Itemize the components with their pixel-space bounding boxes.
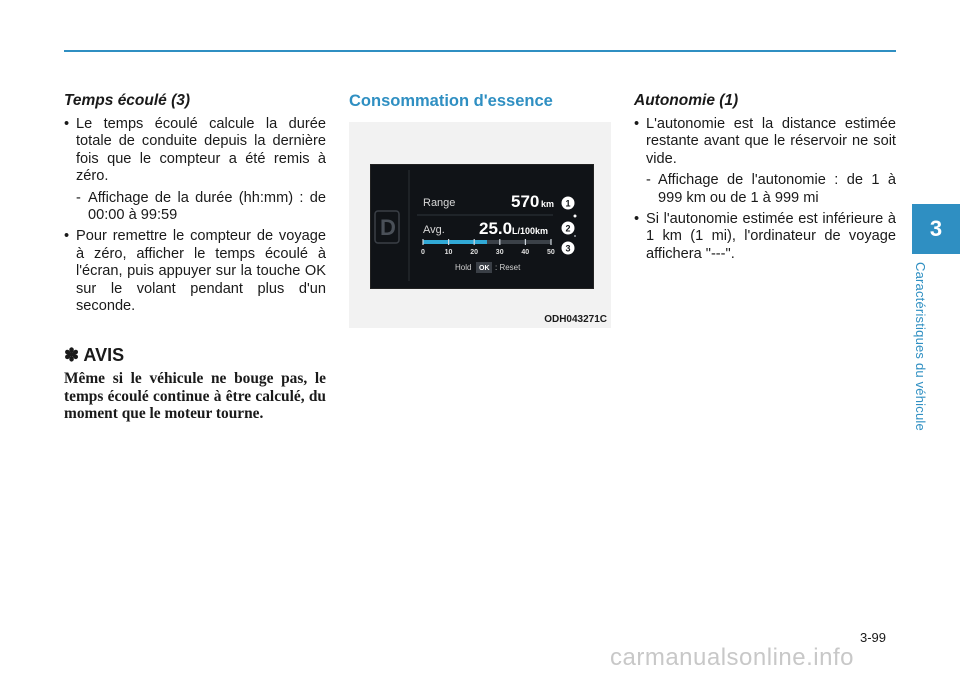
scale-label: 10 xyxy=(444,249,453,256)
dash-item: - Affichage de l'autonomie : de 1 à 999 km ou de 1 à 999 mi xyxy=(646,172,896,206)
bullet-item: • Si l'autonomie estimée est inférieure à 1 km (1 mi), l'ordinateur de voyage affichera "---". xyxy=(634,211,896,262)
reset-label: : Reset xyxy=(495,263,521,272)
scale-label: 0 xyxy=(421,249,425,256)
scale-tick xyxy=(474,239,475,245)
scale-tick xyxy=(448,239,449,245)
dash-text: Affichage de la durée (hh:mm) : de 00:00 à 99:59 xyxy=(88,189,326,224)
top-rule xyxy=(64,50,896,52)
figure-caption: ODH043271C xyxy=(544,314,607,325)
bullet-text: L'autonomie est la distance estimée restante avant que le réservoir ne soit vide. xyxy=(646,116,896,167)
ok-label: OK xyxy=(479,265,490,272)
section-heading-fuel: Consommation d'essence xyxy=(349,92,553,110)
marker-1: 1 xyxy=(565,198,571,209)
dash-item: - Affichage de la durée (hh:mm) : de 00:00 à 99:59 xyxy=(76,189,326,224)
cluster-figure xyxy=(349,122,611,328)
scale-tick xyxy=(550,239,551,245)
scale-tick xyxy=(499,239,500,245)
right-column xyxy=(634,92,896,267)
range-unit: km xyxy=(541,199,555,209)
page-number: 3-99 xyxy=(860,630,887,645)
avg-unit: L/100km xyxy=(512,226,549,236)
gear-indicator: D xyxy=(380,215,396,240)
bullet-item: • L'autonomie est la distance estimée restante avant que le réservoir ne soit vide. xyxy=(634,116,896,167)
bullet-text: Si l'autonomie estimée est inférieure à 1 km (1 mi), l'ordinateur de voyage affichera "---". xyxy=(646,211,896,262)
scale-label: 20 xyxy=(470,249,478,256)
scale-label: 50 xyxy=(547,249,555,256)
range-value: 570 xyxy=(511,192,540,211)
range-label: Range xyxy=(423,197,456,209)
bullet-text: Pour remettre le compteur de voyage à zéro, afficher le temps écoulé à l'écran, puis appuyer sur la touche OK sur le volant pendant plus d'un seconde. xyxy=(76,228,326,315)
notice-title: ✽ AVIS xyxy=(64,345,125,366)
avg-label: Avg. xyxy=(423,224,445,236)
scale-tick xyxy=(525,239,526,245)
marker-2: 2 xyxy=(565,223,571,234)
bullet-item: • Le temps écoulé calcule la durée totale de conduite depuis la dernière fois que le compteur a été remis à zéro. xyxy=(64,116,326,185)
chapter-label: Caractéristiques du véhicule xyxy=(913,262,928,431)
left-column xyxy=(64,92,326,423)
consumption-bar-fill xyxy=(423,240,487,244)
dash-text: Affichage de l'autonomie : de 1 à 999 km ou de 1 à 999 mi xyxy=(658,172,896,206)
cluster-display xyxy=(370,164,594,289)
watermark: carmanualsonline.info xyxy=(610,644,854,671)
section-heading-elapsed-time: Temps écoulé (3) xyxy=(64,92,191,109)
chapter-tab: 3 xyxy=(912,204,960,254)
section-heading-range: Autonomie (1) xyxy=(634,92,739,109)
cluster-display-graphic xyxy=(371,165,593,288)
hold-label: Hold xyxy=(455,263,472,272)
bullet-text: Le temps écoulé calcule la durée totale de conduite depuis la dernière fois que le compteur a été remis à zéro. xyxy=(76,116,326,185)
marker-3: 3 xyxy=(565,243,571,254)
notice-text: Même si le véhicule ne bouge pas, le temps écoulé continue à être calculé, du moment que le moteur tourne. xyxy=(64,370,326,423)
bullet-item: • Pour remettre le compteur de voyage à zéro, afficher le temps écoulé à l'écran, puis appuyer sur la touche OK sur le volant pendant plus d'un seconde. xyxy=(64,228,326,315)
scale-tick xyxy=(422,239,423,245)
scale-label: 30 xyxy=(495,249,504,256)
consumption-scale xyxy=(421,249,555,256)
avg-value: 25.0 xyxy=(479,219,513,238)
scale-label: 40 xyxy=(521,249,530,256)
